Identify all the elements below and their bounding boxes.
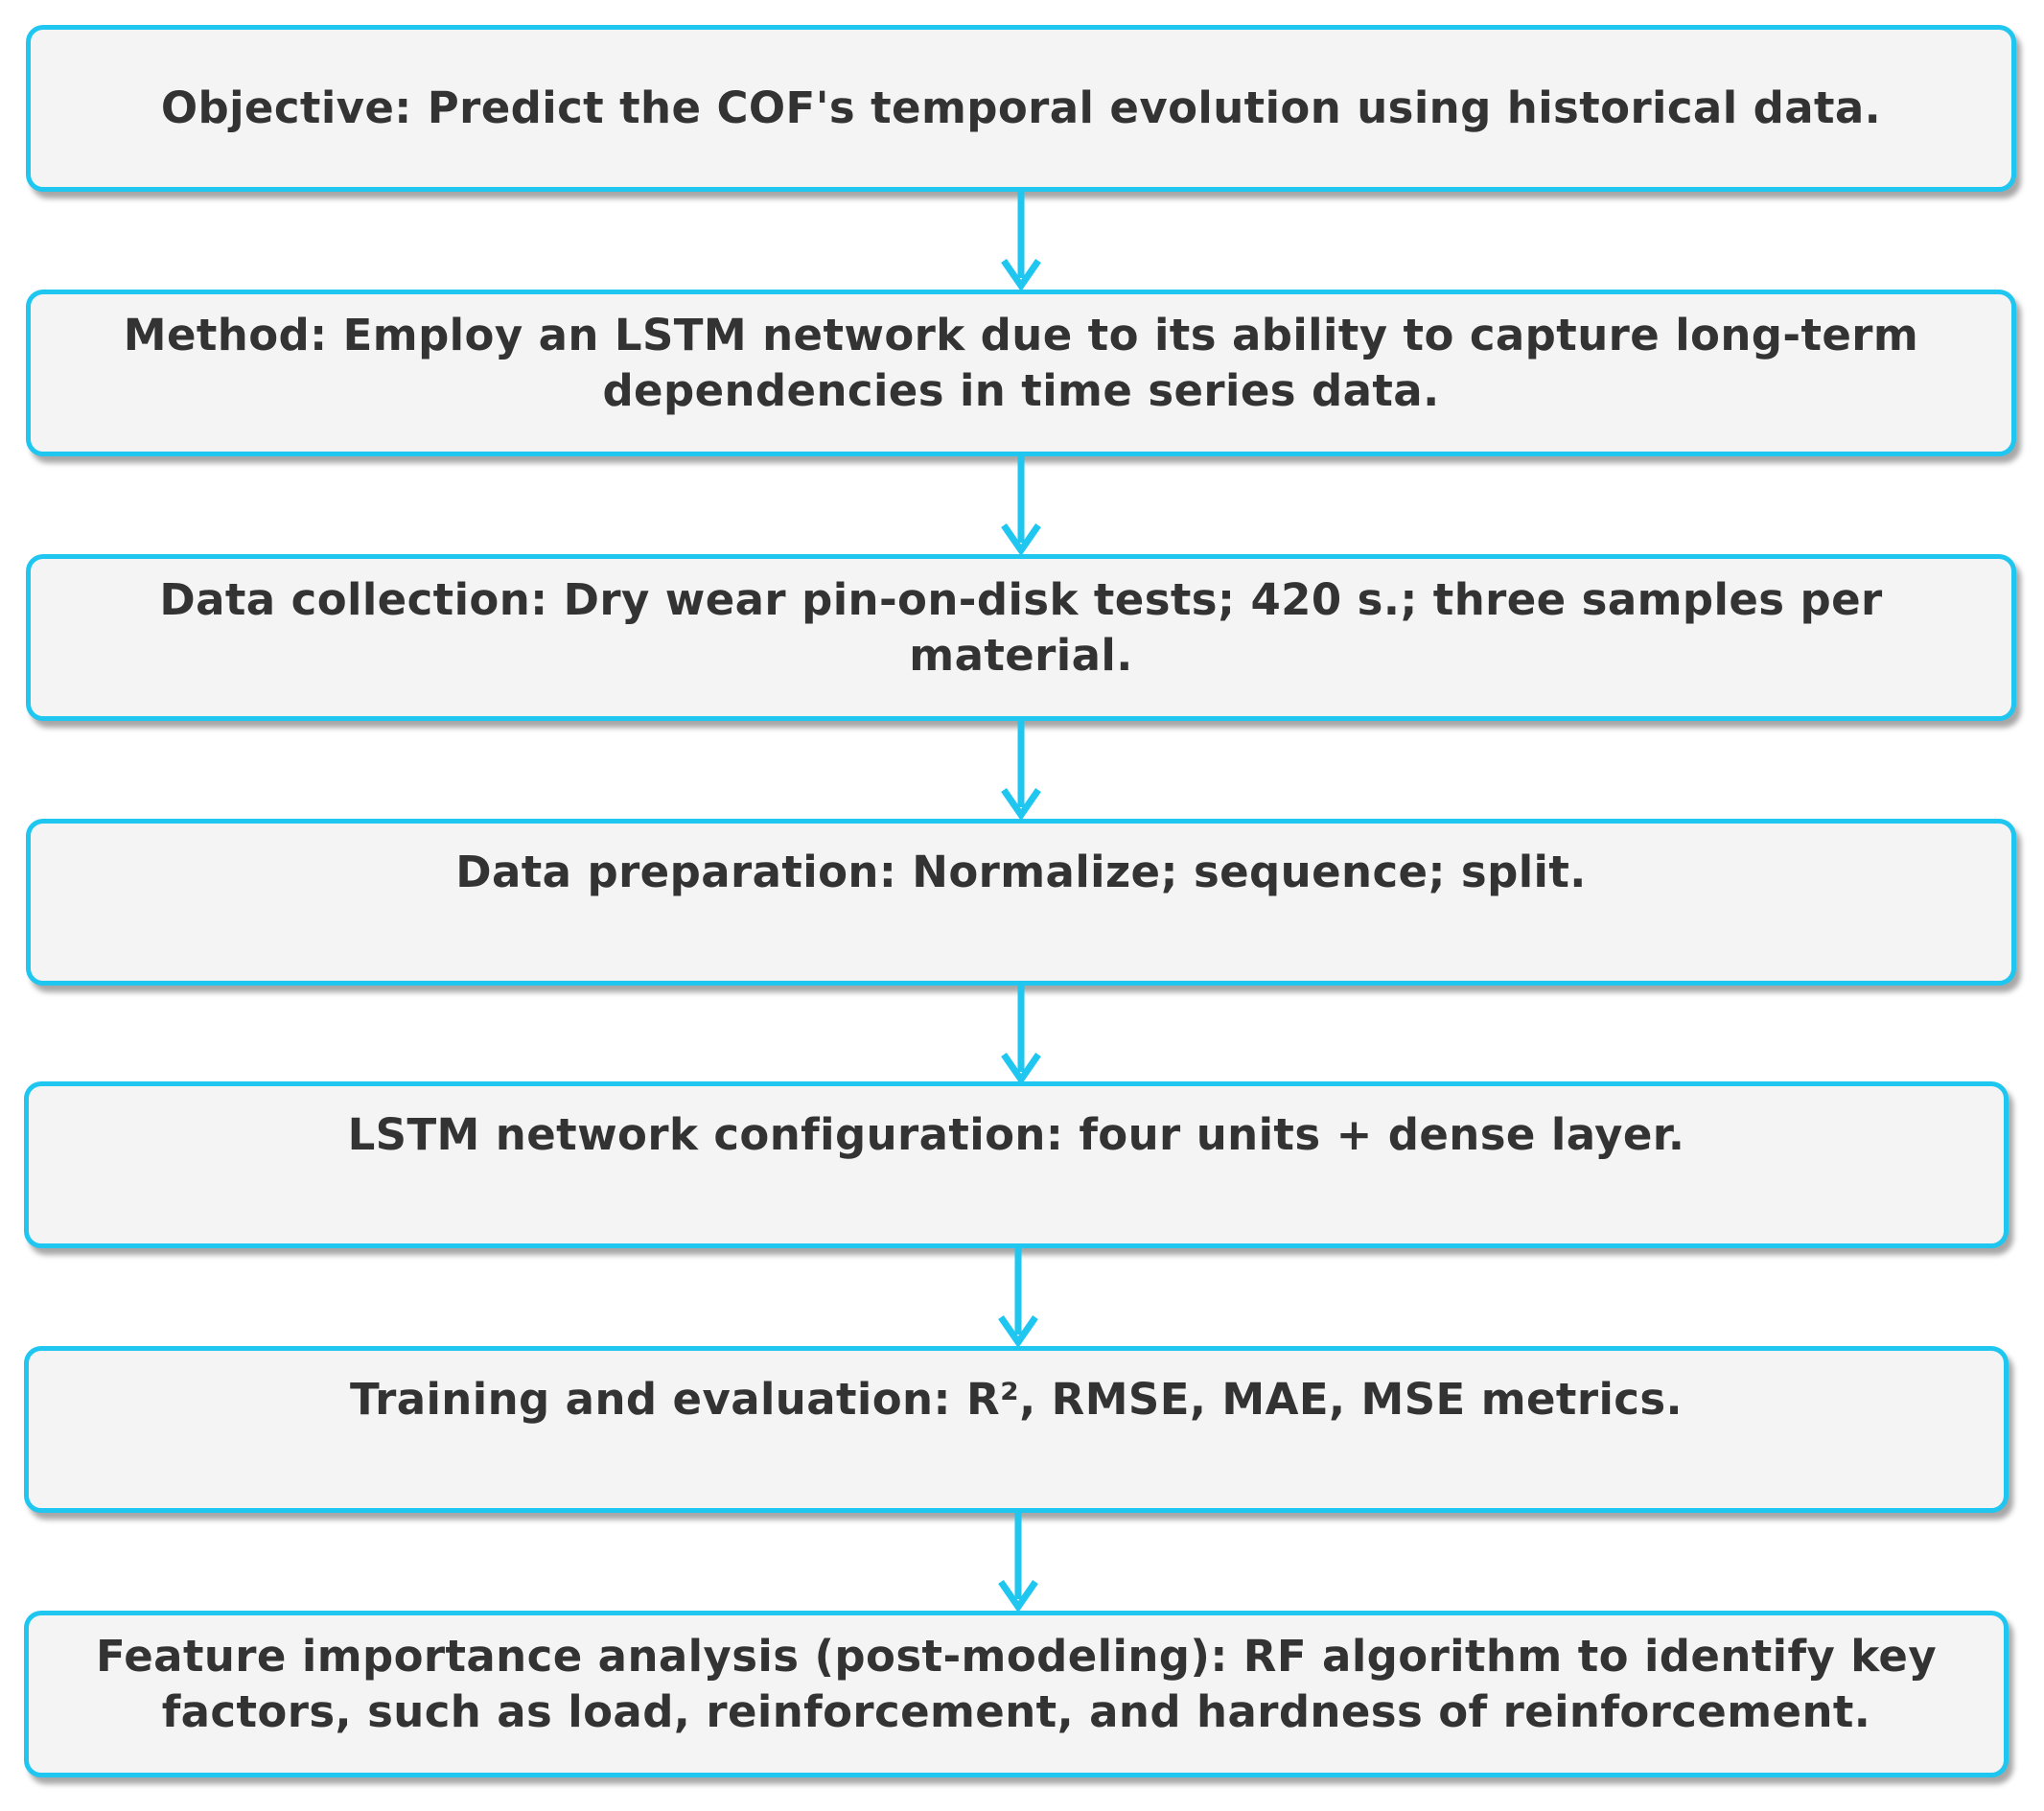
arrow-down-icon bbox=[992, 190, 1050, 295]
step-data-preparation bbox=[26, 819, 2016, 986]
step-objective-text: Objective: Predict the COF's temporal evolution using historical data. bbox=[160, 82, 1882, 133]
step-objective bbox=[26, 25, 2016, 192]
step-training-evaluation bbox=[24, 1346, 2009, 1513]
step-training-evaluation-text: Training and evaluation: R², RMSE, MAE, MSE metrics. bbox=[349, 1374, 1684, 1425]
step-method bbox=[26, 290, 2016, 456]
arrow-down-icon bbox=[989, 1246, 1047, 1352]
arrow-down-icon bbox=[992, 454, 1050, 560]
step-feature-importance bbox=[24, 1611, 2009, 1777]
step-lstm-configuration bbox=[24, 1081, 2009, 1248]
step-data-collection-text: Data collection: Dry wear pin-on-disk tests; 420 s.; three samples per material. bbox=[159, 574, 1883, 681]
arrow-down-icon bbox=[989, 1511, 1047, 1616]
step-method-text: Method: Employ an LSTM network due to its ability to capture long-term dependencies in time series data. bbox=[123, 310, 1919, 416]
step-data-collection bbox=[26, 554, 2016, 721]
arrow-down-icon bbox=[992, 984, 1050, 1089]
step-feature-importance-text: Feature importance analysis (post-modeling): RF algorithm to identify key factors, such as load, reinforcement, and hardness of reinforcement. bbox=[95, 1631, 1938, 1737]
step-lstm-configuration-text: LSTM network configuration: four units + dense layer. bbox=[347, 1109, 1685, 1160]
step-data-preparation-text: Data preparation: Normalize; sequence; split. bbox=[455, 847, 1587, 897]
arrow-down-icon bbox=[992, 719, 1050, 824]
